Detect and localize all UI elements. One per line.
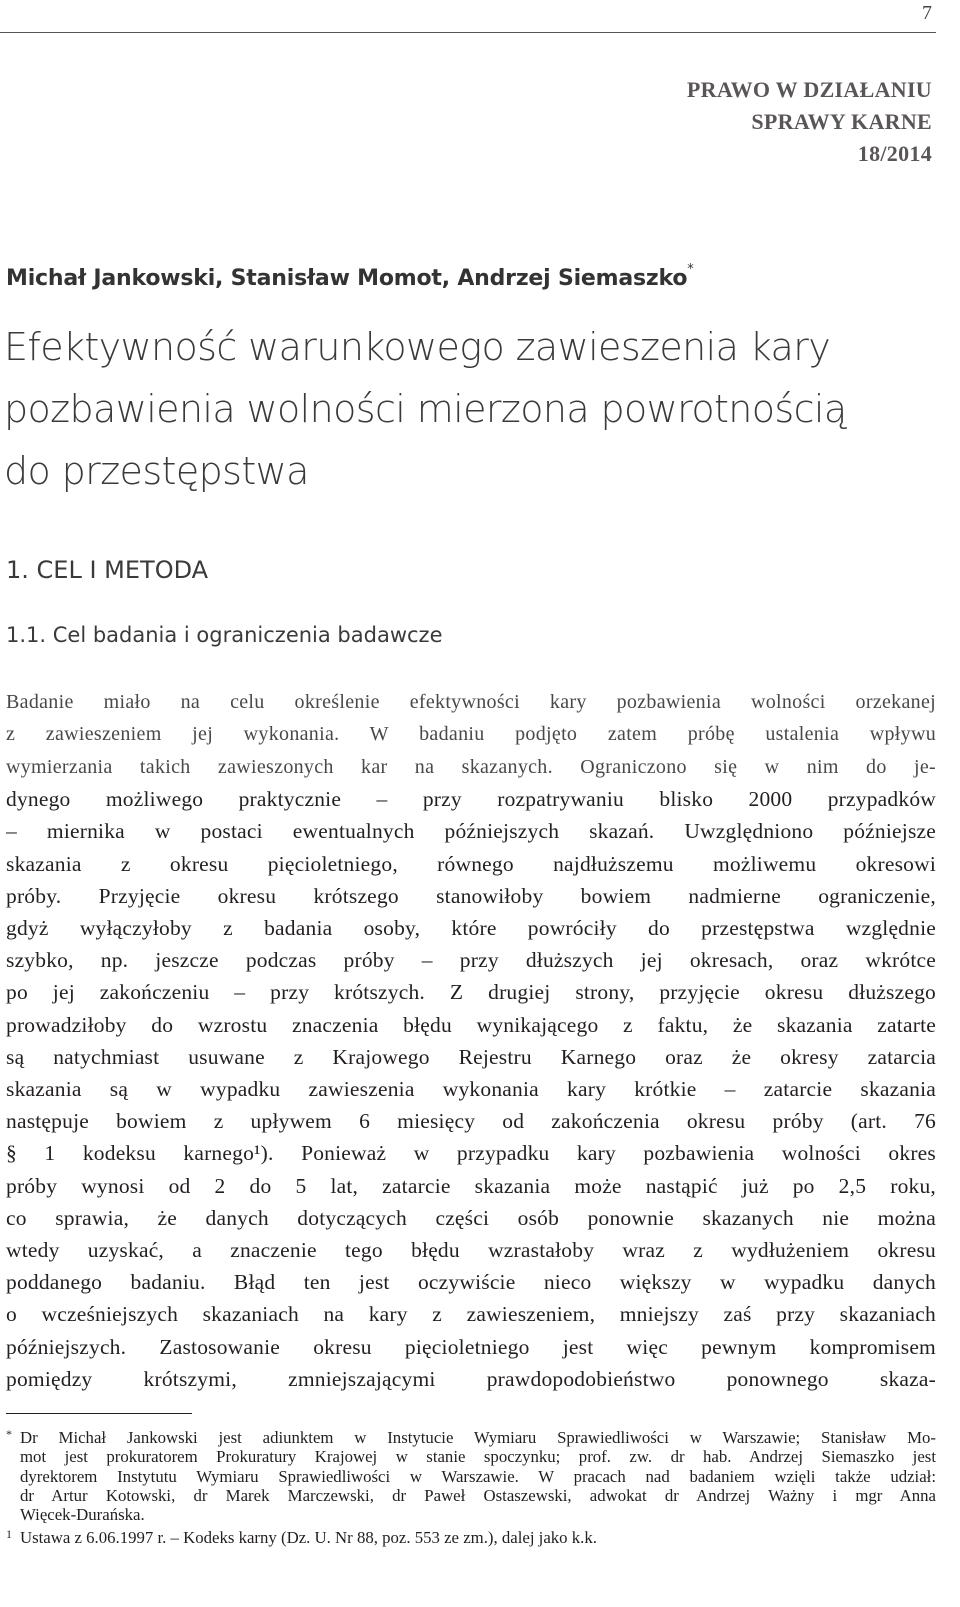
body-line: pomiędzy krótszymi, zmniejszającymi prawdopodobieństwo ponownego skaza- <box>6 1366 936 1391</box>
footnote-line: Ustawa z 6.06.1997 r. – Kodeks karny (Dz. U. Nr 88, poz. 553 ze zm.), dalej jako k.k. <box>20 1528 597 1548</box>
body-line: poddanego badaniu. Błąd ten jest oczywiście nieco większy w wypadku danych <box>6 1270 936 1295</box>
journal-issue: 18/2014 <box>857 141 932 166</box>
body-line: o wcześniejszych skazaniach na kary z zawieszeniem, mniejszy zaś przy skazaniach <box>6 1302 936 1327</box>
body-line: prowadziłoby do wzrostu znaczenia błędu wynikającego z faktu, że skazania zatarte <box>6 1012 936 1037</box>
body-line: Badanie miało na celu określenie efektywności kary pozbawienia wolności orzekanej <box>6 691 936 713</box>
page-number: 7 <box>922 2 932 24</box>
footnote-line: mot jest prokuratorem Prokuratury Krajowej w stanie spoczynku; prof. zw. dr hab. Andrzej Siemaszko jest <box>20 1447 936 1467</box>
article-authors <box>6 262 694 291</box>
body-line: § 1 kodeksu karnego¹). Ponieważ w przypadku kary pozbawienia wolności okres <box>6 1141 936 1166</box>
body-line: skazania są w wypadku zawieszenia wykonania kary krótkie – zatarcie skazania <box>6 1077 936 1102</box>
body-line: późniejszych. Zastosowanie okresu pięcioletniego jest więc pewnym kompromisem <box>6 1334 936 1359</box>
authors-footnote-mark: * <box>687 262 694 277</box>
body-line: szybko, np. jeszcze podczas próby – przy dłuższych jej okresach, oraz wkrótce <box>6 948 936 973</box>
body-line: z zawieszeniem jej wykonania. W badaniu podjęto zatem próbę ustalenia wpływu <box>6 723 936 746</box>
authors-text: Michał Jankowski, Stanisław Momot, Andrzej Siemaszko <box>6 266 688 291</box>
body-line: wymierzania takich zawieszonych kar na skazanych. Ograniczono się w nim do je- <box>6 755 936 778</box>
footnote-line: Więcek-Durańska. <box>20 1505 145 1525</box>
body-line: próby wynosi od 2 do 5 lat, zatarcie skazania może nastąpić już po 2,5 roku, <box>6 1173 936 1198</box>
body-line: gdyż wyłączyłoby z badania osoby, które powróciły do przestępstwa względnie <box>6 916 936 941</box>
section-heading: 1. CEL I METODA <box>6 556 209 584</box>
body-line: dynego możliwego praktycznie – przy rozpatrywaniu blisko 2000 przypadków <box>6 787 936 812</box>
footnote-mark: 1 <box>6 1527 12 1542</box>
title-line: do przestępstwa <box>4 449 309 493</box>
article-title <box>4 316 924 502</box>
subsection-heading: 1.1. Cel badania i ograniczenia badawcze <box>6 623 443 647</box>
footnotes <box>6 1428 936 1548</box>
header-rule <box>0 32 936 33</box>
footnote <box>6 1528 936 1547</box>
body-line: skazania z okresu pięcioletniego, równego najdłuższemu możliwemu okresowi <box>6 851 936 876</box>
footnote-rule <box>6 1413 192 1414</box>
body-line: są natychmiast usuwane z Krajowego Rejestru Karnego oraz że okresy zatarcia <box>6 1044 936 1069</box>
title-line: Efektywność warunkowego zawieszenia kary <box>4 325 831 369</box>
journal-line-2: SPRAWY KARNE <box>751 109 932 134</box>
footnote-line: Dr Michał Jankowski jest adiunktem w Instytucie Wymiaru Sprawiedliwości w Warszawie; Stanisław Mo- <box>20 1428 936 1447</box>
footnote-line: dyrektorem Instytutu Wymiaru Sprawiedliwości w Warszawie. W pracach nad badaniem wzięli także udział: <box>20 1466 936 1486</box>
footnote-mark: * <box>6 1427 12 1441</box>
footnote-line: dr Artur Kotowski, dr Marek Marczewski, dr Paweł Ostaszewski, adwokat dr Andrzej Ważny i mgr Anna <box>20 1485 936 1505</box>
body-line: próby. Przyjęcie okresu krótszego stanowiłoby bowiem nadmierne ograniczenie, <box>6 883 936 908</box>
body-line: co sprawia, że danych dotyczących części osób ponownie skazanych nie można <box>6 1205 936 1230</box>
body-line: po jej zakończeniu – przy krótszych. Z drugiej strony, przyjęcie okresu dłuższego <box>6 980 936 1005</box>
body-line: następuje bowiem z upływem 6 miesięcy od zakończenia okresu próby (art. 76 <box>6 1109 936 1134</box>
title-line: pozbawienia wolności mierzona powrotnością <box>4 387 847 431</box>
journal-line-1: PRAWO W DZIAŁANIU <box>686 77 932 102</box>
body-text <box>6 686 936 1395</box>
body-line: wtedy uzyskać, a znaczenie tego błędu wzrastałoby wraz z wydłużeniem okresu <box>6 1238 936 1263</box>
journal-title <box>687 74 932 170</box>
footnote <box>6 1428 936 1524</box>
body-line: – miernika w postaci ewentualnych późniejszych skazań. Uwzględniono późniejsze <box>6 819 936 844</box>
